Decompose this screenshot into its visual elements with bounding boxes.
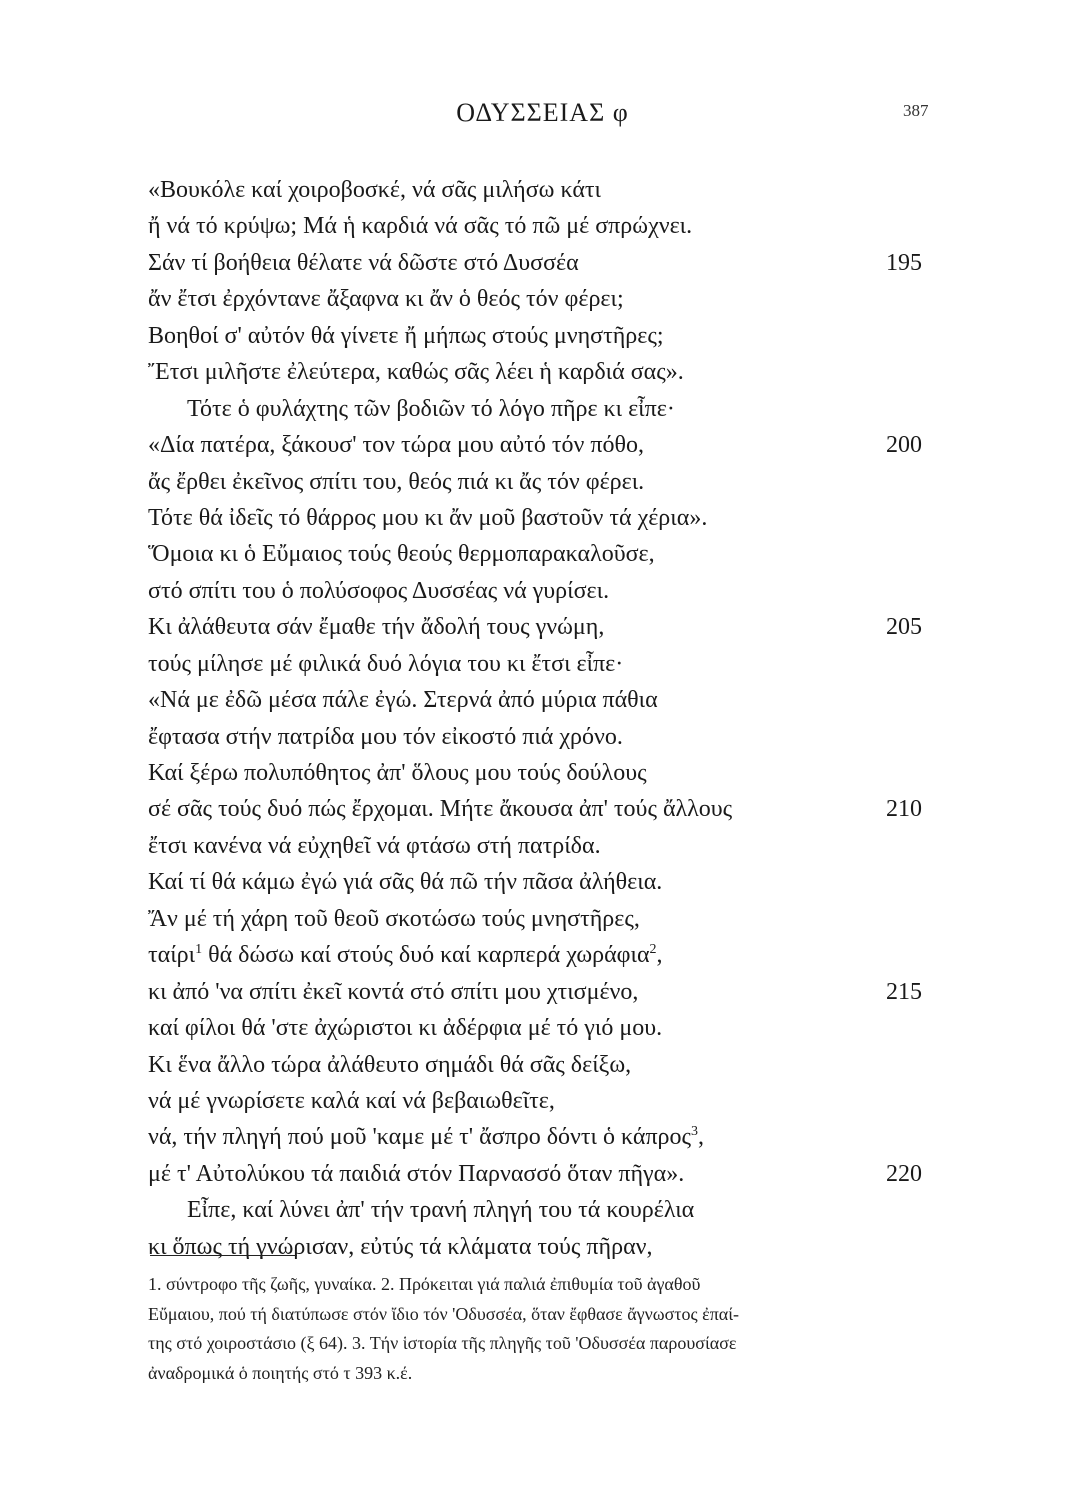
verse-text: «Νά με ἐδῶ μέσα πάλε ἐγώ. Στερνά ἀπό μύρια πάθια bbox=[148, 687, 658, 714]
verse-line bbox=[148, 354, 938, 390]
verse-text: ἔτσι κανένα νά εὐχηθεῖ νά φτάσω στή πατρίδα. bbox=[148, 832, 601, 859]
line-number: 215 bbox=[886, 978, 922, 1005]
verse-text: κι ἀπό 'να σπίτι ἐκεῖ κοντά στό σπίτι μου χτισμένο, bbox=[148, 978, 639, 1005]
verse-text: Τότε ὁ φυλάχτης τῶν βοδιῶν τό λόγο πῆρε κι εἶπε· bbox=[187, 395, 675, 422]
verse-text: ταίρι$^1$ θά δώσω καί στούς δυό καί καρπερά χωράφια$^2$, bbox=[148, 942, 663, 969]
verse-text: ἄς ἔρθει ἐκεῖνος σπίτι του, θεός πιά κι ἄς τόν φέρει. bbox=[148, 468, 645, 495]
verse-text: ἤ νά τό κρύψω; Μά ἡ καρδιά νά σᾶς τό πῶ μέ σπρώχνει. bbox=[148, 213, 693, 240]
verse-text: τούς μίλησε μέ φιλικά δυό λόγια του κι ἔτσι εἶπε· bbox=[148, 650, 624, 677]
verse-line bbox=[148, 791, 938, 827]
verse-line bbox=[148, 937, 938, 973]
verse-text: στό σπίτι του ὁ πολύσοφος Δυσσέας νά γυρίσει. bbox=[148, 577, 610, 604]
verse-text: Ἔτσι μιλῆστε ἐλεύτερα, καθώς σᾶς λέει ἡ καρδιά σας». bbox=[148, 359, 684, 386]
verse-line bbox=[148, 974, 938, 1010]
verse-text: Εἶπε, καί λύνει ἀπ' τήν τρανή πληγή του τά κουρέλια bbox=[187, 1197, 695, 1224]
verse-line bbox=[148, 318, 938, 354]
verse-line bbox=[148, 208, 938, 244]
verse-line bbox=[148, 391, 938, 427]
verse-line bbox=[148, 172, 938, 208]
line-number: 220 bbox=[886, 1160, 922, 1187]
verse-text: ἄν ἔτσι ἐρχόντανε ἄξαφνα κι ἄν ὁ θεός τόν φέρει; bbox=[148, 286, 624, 313]
verse-text: Βοηθοί σ' αὐτόν θά γίνετε ἤ μήπως στούς μνηστῆρες; bbox=[148, 322, 664, 349]
verse-line bbox=[148, 1156, 938, 1192]
verse-text: «Βουκόλε καί χοιροβοσκέ, νά σᾶς μιλήσω κάτι bbox=[148, 177, 601, 203]
verse-line bbox=[148, 573, 938, 609]
verse-line bbox=[148, 646, 938, 682]
verse-line bbox=[148, 755, 938, 791]
verse-text: Σάν τί βοήθεια θέλατε νά δῶστε στό Δυσσέα bbox=[148, 249, 579, 276]
verse-text: καί φίλοι θά 'στε ἀχώριστοι κι ἀδέρφια μέ τό γιό μου. bbox=[148, 1015, 663, 1042]
footnote-line: Εὔμαιου, πού τή διατύπωσε στόν ἴδιο τόν 'Οδυσσέα, ὅταν ἔφθασε ἄγνωστος ἐπαί- bbox=[148, 1303, 740, 1324]
verse-text: «Δία πατέρα, ξάκουσ' τον τώρα μου αὐτό τόν πόθο, bbox=[148, 432, 644, 459]
footnote-divider bbox=[150, 1255, 297, 1256]
verse-line bbox=[148, 536, 938, 572]
verse-text: Καί ξέρω πολυπόθητος ἀπ' ὅλους μου τούς δούλους bbox=[148, 760, 647, 786]
verse-text: Τότε θά ἰδεῖς τό θάρρος μου κι ἄν μοῦ βαστοῦν τά χέρια». bbox=[148, 504, 708, 531]
verse-text: σέ σᾶς τούς δυό πώς ἔρχομαι. Μήτε ἄκουσα ἀπ' τούς ἄλλους bbox=[148, 796, 733, 823]
verse-line bbox=[148, 1083, 938, 1119]
footnote-line: 1. σύντροφο τῆς ζωῆς, γυναίκα. 2. Πρόκειται γιά παλιά ἐπιθυμία τοῦ ἀγαθοῦ bbox=[148, 1274, 701, 1294]
verse-text: νά, τήν πληγή πού μοῦ 'καμε μέ τ' ἄσπρο δόντι ὁ κάπρος$^3$, bbox=[148, 1124, 705, 1151]
verse-text: ἔφτασα στήν πατρίδα μου τόν εἰκοστό πιά χρόνο. bbox=[148, 723, 623, 750]
footnote-marker: 2 bbox=[649, 942, 657, 958]
verse-text: μέ τ' Αὐτολύκου τά παιδιά στόν Παρνασσό ὅταν πῆγα». bbox=[148, 1160, 685, 1187]
verse-line bbox=[148, 427, 938, 463]
footnotes bbox=[148, 1270, 938, 1388]
verse-line bbox=[148, 609, 938, 645]
line-number: 210 bbox=[886, 796, 922, 823]
verse-text: Καί τί θά κάμω ἐγώ γιά σᾶς θά πῶ τήν πᾶσα ἀλήθεια. bbox=[148, 869, 663, 896]
line-number: 195 bbox=[886, 249, 922, 276]
line-number: 200 bbox=[886, 432, 922, 459]
verse-text: κι ὅπως τή γνώρισαν, εὐτύς τά κλάματα τούς πῆραν, bbox=[148, 1233, 653, 1260]
verse-text: Ὅμοια κι ὁ Εὔμαιος τούς θεούς θερμοπαρακαλοῦσε, bbox=[148, 541, 655, 568]
verse-line bbox=[148, 281, 938, 317]
verse-line bbox=[148, 864, 938, 900]
verse-line bbox=[148, 682, 938, 718]
verse-line bbox=[148, 1229, 938, 1265]
verse-line bbox=[148, 828, 938, 864]
page-number: 387 bbox=[903, 101, 929, 120]
verse-line bbox=[148, 1192, 938, 1228]
verse-text: Κι ἀλάθευτα σάν ἔμαθε τήν ἄδολή τους γνώμη, bbox=[148, 614, 605, 641]
line-number: 205 bbox=[886, 614, 922, 641]
footnote-marker: 1 bbox=[195, 942, 203, 958]
verse-line bbox=[148, 901, 938, 937]
verse-text: Ἄν μέ τή χάρη τοῦ θεοῦ σκοτώσω τούς μνηστῆρες, bbox=[148, 905, 640, 932]
verse-line bbox=[148, 719, 938, 755]
footnote-line: ἀναδρομικά ὁ ποιητής στό τ 393 κ.έ. bbox=[148, 1362, 413, 1383]
verse-line bbox=[148, 500, 938, 536]
footnote-marker: 3 bbox=[691, 1124, 699, 1140]
verse-text: νά μέ γνωρίσετε καλά καί νά βεβαιωθεῖτε, bbox=[148, 1087, 555, 1114]
verse-line bbox=[148, 1119, 938, 1155]
footnote-line: της στό χοιροστάσιο (ξ 64). 3. Τήν ἱστορία τῆς πληγῆς τοῦ 'Οδυσσέα παρουσίασε bbox=[148, 1333, 737, 1353]
running-title: ΟΔΥΣΣΕΙΑΣ φ bbox=[456, 98, 629, 127]
verse-line bbox=[148, 1010, 938, 1046]
verse-line bbox=[148, 1047, 938, 1083]
verse-line bbox=[148, 245, 938, 281]
verse-text: Κι ἕνα ἄλλο τώρα ἀλάθευτο σημάδι θά σᾶς δείξω, bbox=[148, 1051, 632, 1078]
verse-block bbox=[148, 172, 938, 1265]
verse-line bbox=[148, 464, 938, 500]
